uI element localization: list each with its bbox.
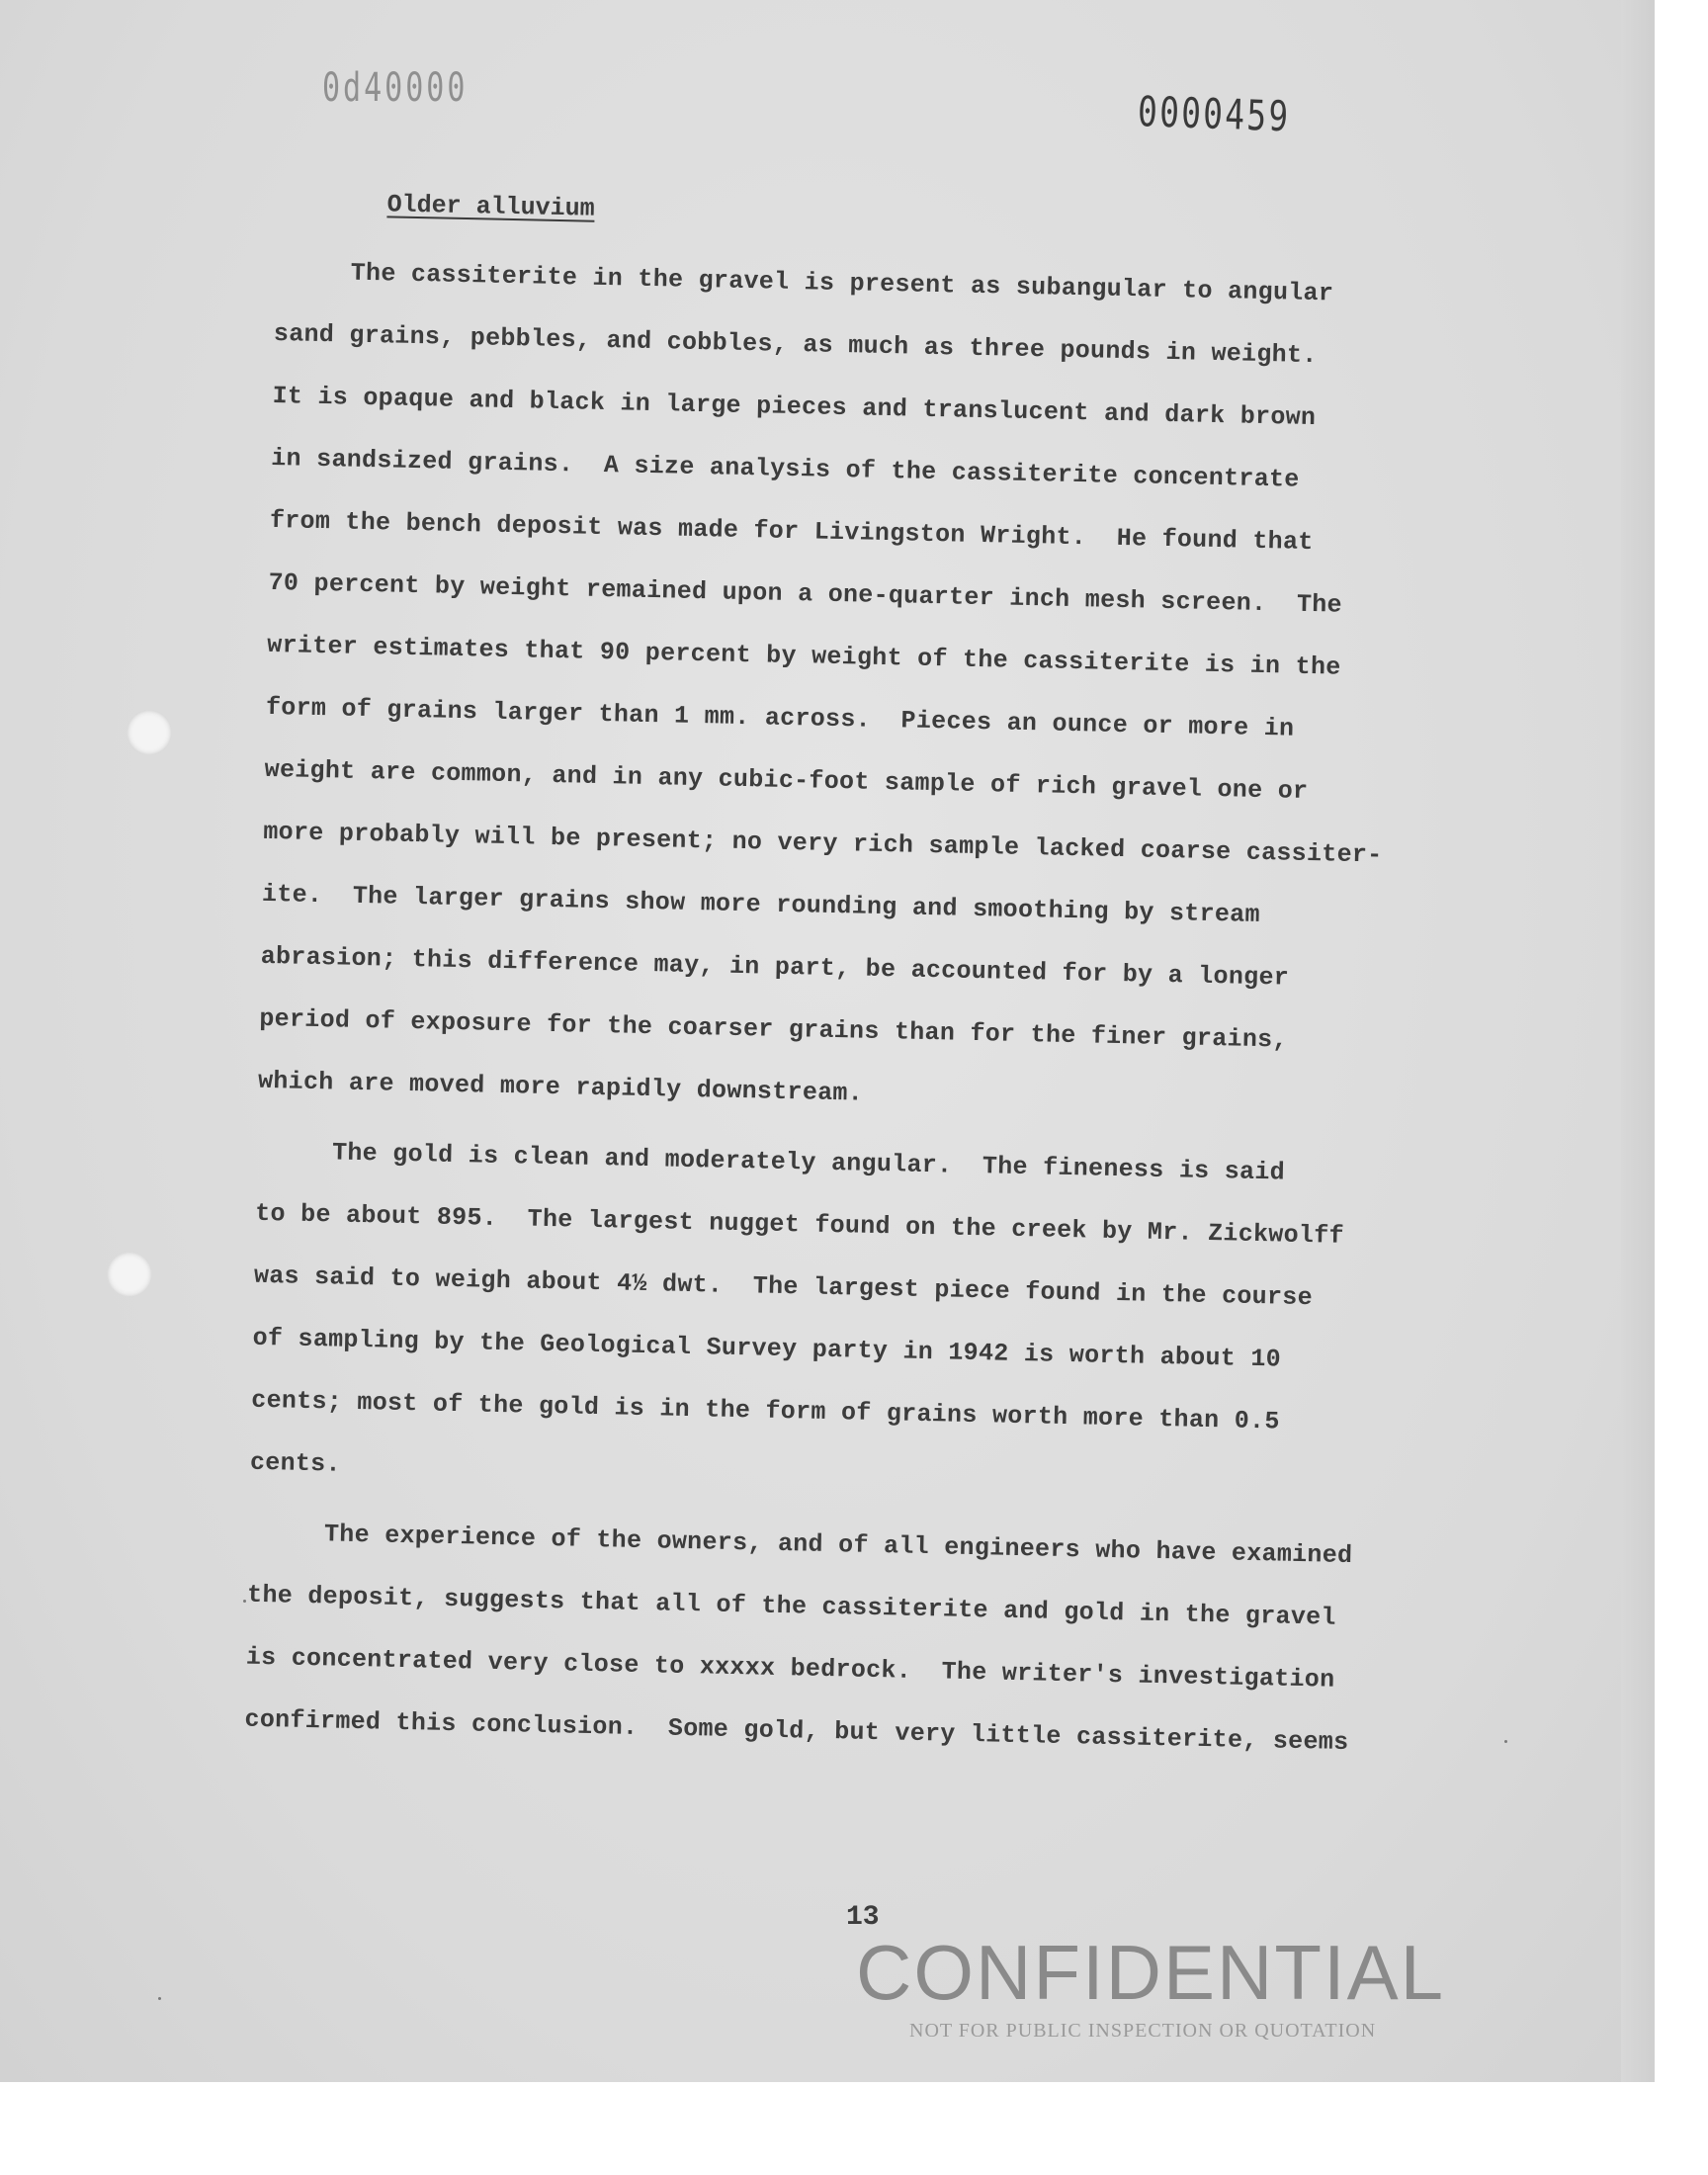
text-line: weight are common, and in any cubic-foot sample of rich gravel one or: [264, 754, 1309, 806]
page-id-stamp: 0000459: [1137, 87, 1292, 141]
text-line: The experience of the owners, and of all engineers who have examined: [248, 1518, 1353, 1571]
text-line: is concentrated very close to xxxxx bedrock. The writer's investigation: [245, 1642, 1335, 1695]
confidential-stamp: CONFIDENTIAL: [856, 1929, 1446, 2016]
text-line: 70 percent by weight remained upon a one-quarter inch mesh screen. The: [268, 567, 1343, 620]
text-line: ite. The larger grains show more rounding and smoothing by stream: [261, 879, 1261, 929]
faded-page-id: 0d40000: [322, 65, 469, 111]
text-line: The gold is clean and moderately angular. The fineness is said: [256, 1136, 1286, 1187]
text-line: was said to weigh about 4½ dwt. The largest piece found in the course: [253, 1261, 1314, 1313]
text-line: to be about 895. The largest nugget found on the creek by Mr. Zickwolff: [254, 1198, 1345, 1251]
binder-hole-upper: [127, 710, 172, 755]
text-line: cents; most of the gold is in the form of grains worth more than 0.5: [251, 1385, 1280, 1436]
binder-hole-lower: [107, 1252, 152, 1297]
text-line: form of grains larger than 1 mm. across. Pieces an ounce or more in: [265, 692, 1295, 743]
scan-edge: [1621, 0, 1655, 2082]
text-line: The cassiterite in the gravel is present as subangular to angular: [274, 256, 1334, 308]
text-line: of sampling by the Geological Survey party in 1942 is worth about 10: [252, 1323, 1282, 1374]
text-line: more probably will be present; no very rich sample lacked coarse cassiter-: [263, 817, 1383, 870]
text-line: It is opaque and black in large pieces and translucent and dark brown: [272, 381, 1317, 433]
text-line: from the bench deposit was made for Livingston Wright. He found that: [269, 505, 1314, 558]
text-line: confirmed this conclusion. Some gold, but very little cassiterite, seems: [244, 1704, 1349, 1758]
document-body: [244, 188, 1512, 1758]
text-line: in sandsized grains. A size analysis of the cassiterite concentrate: [270, 443, 1300, 494]
page-number: 13: [846, 1902, 880, 1933]
text-line: which are moved more rapidly downstream.: [257, 1066, 864, 1108]
section-heading: Older alluvium: [386, 190, 595, 223]
text-line: period of exposure for the coarser grains than for the finer grains,: [259, 1003, 1289, 1055]
scan-speck: [243, 1600, 246, 1603]
scan-speck: [1504, 1740, 1507, 1743]
text-line: sand grains, pebbles, and cobbles, as much as three pounds in weight.: [273, 318, 1318, 371]
text-line: the deposit, suggests that all of the cassiterite and gold in the gravel: [246, 1580, 1337, 1632]
text-line: writer estimates that 90 percent by weight of the cassiterite is in the: [267, 630, 1341, 682]
text-line: cents.: [249, 1447, 342, 1479]
text-line: abrasion; this difference may, in part, be accounted for by a longer: [260, 941, 1290, 993]
scan-speck: [158, 1997, 161, 2000]
confidential-stamp-subtitle: NOT FOR PUBLIC INSPECTION OR QUOTATION: [909, 2020, 1377, 2042]
